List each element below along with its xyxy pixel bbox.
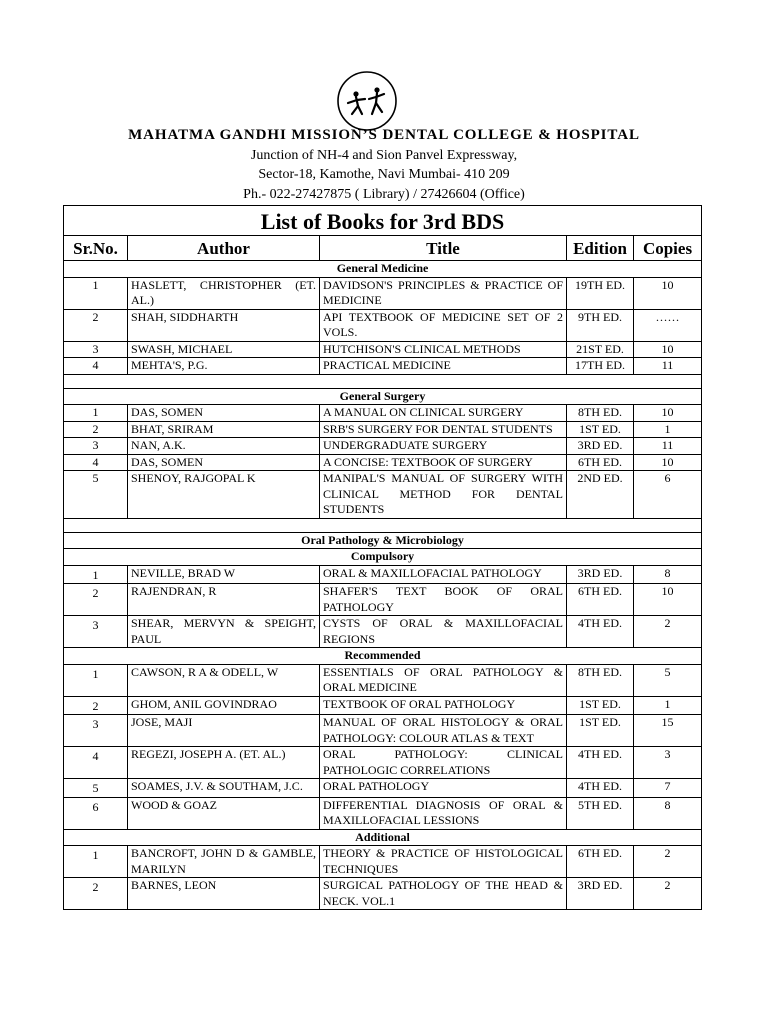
cell-title: UNDERGRADUATE SURGERY [320,438,567,455]
cell-copies: 10 [634,584,702,616]
cell-edition: 3RD ED. [567,565,634,584]
cell-sr-no: 1 [64,565,128,584]
cell-author: RAJENDRAN, R [128,584,320,616]
college-logo [336,70,398,132]
cell-copies: 8 [634,797,702,829]
cell-copies: 2 [634,878,702,910]
cell-edition: 6TH ED. [567,454,634,471]
cell-edition: 4TH ED. [567,779,634,798]
cell-title: API TEXTBOOK OF MEDICINE SET OF 2 VOLS. [320,309,567,341]
cell-author: NEVILLE, BRAD W [128,565,320,584]
col-sr-no: Sr.No. [64,236,128,261]
cell-title: A MANUAL ON CLINICAL SURGERY [320,405,567,422]
cell-author: DAS, SOMEN [128,454,320,471]
cell-title: ORAL PATHOLOGY: CLINICAL PATHOLOGIC CORRELATIONS [320,747,567,779]
book-list-table [63,205,702,910]
cell-copies: 7 [634,779,702,798]
cell-title: DIFFERENTIAL DIAGNOSIS OF ORAL & MAXILLOFACIAL LESSIONS [320,797,567,829]
cell-author: CAWSON, R A & ODELL, W [128,664,320,696]
table-row [64,846,702,878]
cell-edition: 1ST ED. [567,421,634,438]
cell-edition: 1ST ED. [567,715,634,747]
cell-copies: 11 [634,358,702,375]
cell-sr-no: 3 [64,438,128,455]
cell-edition: 1ST ED. [567,696,634,715]
table-row [64,421,702,438]
section-heading-row [64,388,702,405]
cell-sr-no: 5 [64,779,128,798]
cell-author: JOSE, MAJI [128,715,320,747]
col-copies: Copies [634,236,702,261]
cell-title: MANUAL OF ORAL HISTOLOGY & ORAL PATHOLOGY: COLOUR ATLAS & TEXT [320,715,567,747]
table-row [64,584,702,616]
cell-copies: 6 [634,471,702,519]
cell-edition: 6TH ED. [567,846,634,878]
cell-author: SOAMES, J.V. & SOUTHAM, J.C. [128,779,320,798]
table-row [64,696,702,715]
col-edition: Edition [567,236,634,261]
cell-sr-no: 2 [64,421,128,438]
spacer-cell [64,518,702,532]
cell-author: NAN, A.K. [128,438,320,455]
cell-edition: 8TH ED. [567,405,634,422]
list-title: List of Books for 3rd BDS [64,206,702,236]
table-row [64,797,702,829]
section-heading: General Medicine [64,261,702,278]
section-heading: Oral Pathology & Microbiology [64,532,702,549]
cell-author: BARNES, LEON [128,878,320,910]
cell-author: SHENOY, RAJGOPAL K [128,471,320,519]
col-author: Author [128,236,320,261]
cell-author: DAS, SOMEN [128,405,320,422]
cell-author: WOOD & GOAZ [128,797,320,829]
phone-line: Ph.- 022-27427875 ( Library) / 27426604 (Office) [243,187,525,202]
list-title-row [64,206,702,236]
cell-author: BANCROFT, JOHN D & GAMBLE, MARILYN [128,846,320,878]
cell-edition: 5TH ED. [567,797,634,829]
cell-title: ORAL PATHOLOGY [320,779,567,798]
section-heading-row [64,261,702,278]
section-spacer [64,374,702,388]
cell-copies: 3 [634,747,702,779]
college-name: MAHATMA GANDHI MISSION’S DENTAL COLLEGE & HOSPITAL [128,127,640,143]
cell-edition: 4TH ED. [567,616,634,648]
cell-sr-no: 6 [64,797,128,829]
group-label: Additional [64,829,702,846]
cell-copies: …… [634,309,702,341]
table-row [64,715,702,747]
cell-edition: 21ST ED. [567,341,634,358]
table-row [64,454,702,471]
cell-author: GHOM, ANIL GOVINDRAO [128,696,320,715]
table-row [64,565,702,584]
table-row [64,309,702,341]
cell-copies: 1 [634,696,702,715]
address-line-2: Sector-18, Kamothe, Navi Mumbai- 410 209 [258,167,510,182]
cell-author: REGEZI, JOSEPH A. (ET. AL.) [128,747,320,779]
cell-sr-no: 3 [64,341,128,358]
cell-sr-no: 2 [64,584,128,616]
cell-title: CYSTS OF ORAL & MAXILLOFACIAL REGIONS [320,616,567,648]
cell-edition: 19TH ED. [567,277,634,309]
cell-edition: 9TH ED. [567,309,634,341]
section-heading: General Surgery [64,388,702,405]
cell-copies: 11 [634,438,702,455]
table-row [64,471,702,519]
cell-copies: 10 [634,277,702,309]
group-label-row [64,829,702,846]
col-title: Title [320,236,567,261]
cell-copies: 2 [634,616,702,648]
cell-sr-no: 2 [64,309,128,341]
table-row [64,358,702,375]
group-label-row [64,648,702,665]
cell-edition: 3RD ED. [567,878,634,910]
cell-title: SRB'S SURGERY FOR DENTAL STUDENTS [320,421,567,438]
cell-sr-no: 2 [64,878,128,910]
cell-edition: 6TH ED. [567,584,634,616]
cell-sr-no: 1 [64,277,128,309]
cell-title: A CONCISE: TEXTBOOK OF SURGERY [320,454,567,471]
cell-title: SURGICAL PATHOLOGY OF THE HEAD & NECK. VOL.1 [320,878,567,910]
cell-copies: 10 [634,454,702,471]
cell-copies: 5 [634,664,702,696]
cell-copies: 8 [634,565,702,584]
cell-title: DAVIDSON'S PRINCIPLES & PRACTICE OF MEDICINE [320,277,567,309]
cell-copies: 1 [634,421,702,438]
section-heading-row [64,532,702,549]
column-header-row [64,236,702,261]
cell-title: HUTCHISON'S CLINICAL METHODS [320,341,567,358]
cell-sr-no: 1 [64,846,128,878]
table-row [64,616,702,648]
cell-sr-no: 4 [64,747,128,779]
cell-sr-no: 1 [64,405,128,422]
table-row [64,438,702,455]
cell-copies: 10 [634,405,702,422]
section-spacer [64,518,702,532]
cell-sr-no: 2 [64,696,128,715]
cell-author: SHAH, SIDDHARTH [128,309,320,341]
table-row [64,277,702,309]
group-label-row [64,549,702,566]
cell-sr-no: 4 [64,358,128,375]
cell-title: SHAFER'S TEXT BOOK OF ORAL PATHOLOGY [320,584,567,616]
cell-title: ORAL & MAXILLOFACIAL PATHOLOGY [320,565,567,584]
cell-edition: 2ND ED. [567,471,634,519]
cell-sr-no: 3 [64,616,128,648]
cell-edition: 17TH ED. [567,358,634,375]
cell-edition: 3RD ED. [567,438,634,455]
cell-sr-no: 1 [64,664,128,696]
group-label: Compulsory [64,549,702,566]
table-row [64,664,702,696]
table-row [64,747,702,779]
cell-title: TEXTBOOK OF ORAL PATHOLOGY [320,696,567,715]
table-row [64,341,702,358]
table-row [64,405,702,422]
cell-title: MANIPAL'S MANUAL OF SURGERY WITH CLINICAL METHOD FOR DENTAL STUDENTS [320,471,567,519]
cell-title: ESSENTIALS OF ORAL PATHOLOGY & ORAL MEDICINE [320,664,567,696]
cell-copies: 15 [634,715,702,747]
cell-author: SWASH, MICHAEL [128,341,320,358]
cell-edition: 4TH ED. [567,747,634,779]
cell-copies: 2 [634,846,702,878]
cell-author: SHEAR, MERVYN & SPEIGHT, PAUL [128,616,320,648]
cell-author: HASLETT, CHRISTOPHER (ET. AL.) [128,277,320,309]
table-row [64,779,702,798]
group-label: Recommended [64,648,702,665]
cell-sr-no: 4 [64,454,128,471]
cell-author: MEHTA'S, P.G. [128,358,320,375]
cell-copies: 10 [634,341,702,358]
cell-title: PRACTICAL MEDICINE [320,358,567,375]
spacer-cell [64,374,702,388]
table-row [64,878,702,910]
cell-author: BHAT, SRIRAM [128,421,320,438]
cell-sr-no: 3 [64,715,128,747]
cell-title: THEORY & PRACTICE OF HISTOLOGICAL TECHNIQUES [320,846,567,878]
cell-sr-no: 5 [64,471,128,519]
cell-edition: 8TH ED. [567,664,634,696]
address-line-1: Junction of NH-4 and Sion Panvel Expressway, [250,148,518,163]
